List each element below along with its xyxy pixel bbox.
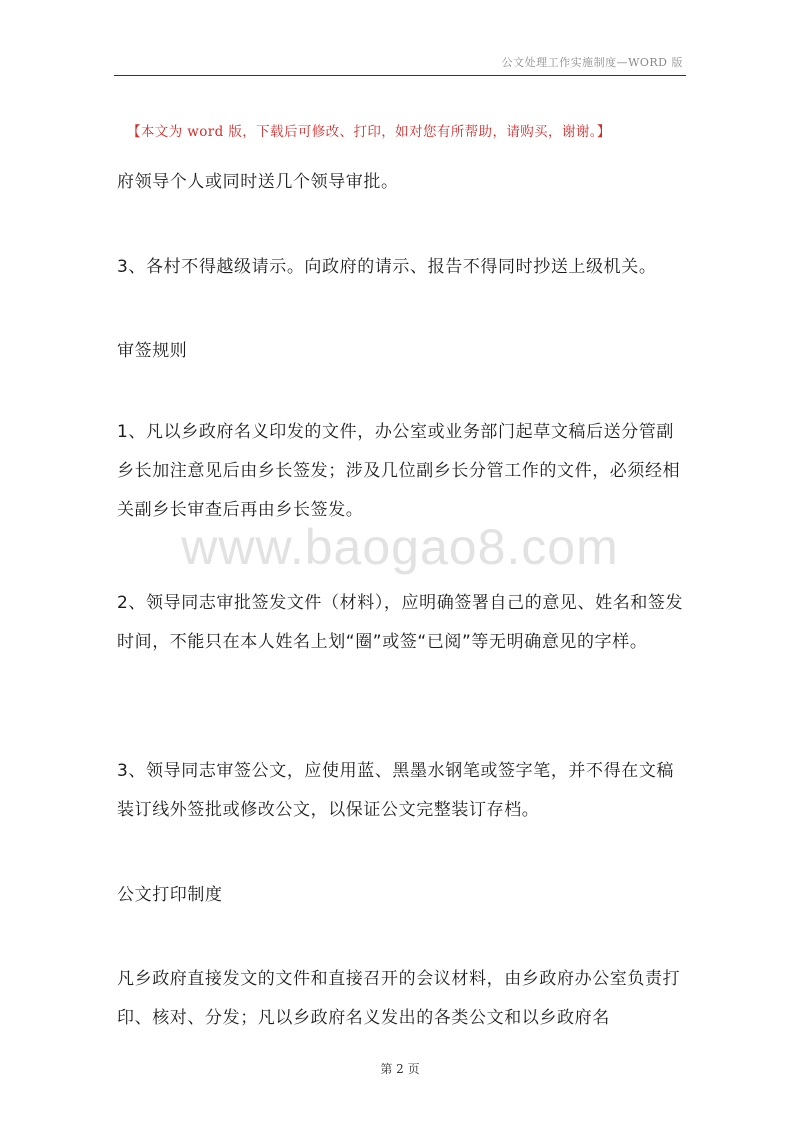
- page-number: 第 2 页: [380, 1062, 420, 1076]
- paragraph-continuation: 府领导个人或同时送几个领导审批。: [117, 172, 399, 192]
- header-rule: [114, 75, 686, 76]
- section-heading-printing: 公文打印制度: [117, 885, 223, 905]
- paragraph-rule-3: 3、领导同志审签公文，应使用蓝、黑墨水钢笔或签字笔，并不得在文稿装订线外签批或修改公文，以保证公文完整装订存档。: [117, 761, 675, 820]
- watermark: www.baogao8.com: [181, 519, 619, 575]
- header-title: 公文处理工作实施制度—WORD 版: [501, 56, 683, 69]
- paragraph-rule-1: 1、凡以乡政府名义印发的文件，办公室或业务部门起草文稿后送分管副乡长加注意见后由乡长签发；涉及几位副乡长分管工作的文件，必须经相关副乡长审查后再由乡长签发。: [117, 422, 681, 520]
- section-heading-review-rules: 审签规则: [117, 341, 188, 361]
- paragraph-printing: 凡乡政府直接发文的文件和直接召开的会议材料，由乡政府办公室负责打印、核对、分发；凡以乡政府名义发出的各类公文和以乡政府名: [117, 969, 681, 1028]
- paragraph-rule-2: 2、领导同志审批签发文件（材料），应明确签署自己的意见、姓名和签发时间，不能只在本人姓名上划“圈”或签“已阅”等无明确意见的字样。: [117, 593, 684, 652]
- purchase-notice: 【本文为 word 版，下载后可修改、打印，如对您有所帮助，请购买，谢谢。】: [127, 124, 611, 140]
- paragraph-village-rule: 3、各村不得越级请示。向政府的请示、报告不得同时抄送上级机关。: [117, 257, 657, 277]
